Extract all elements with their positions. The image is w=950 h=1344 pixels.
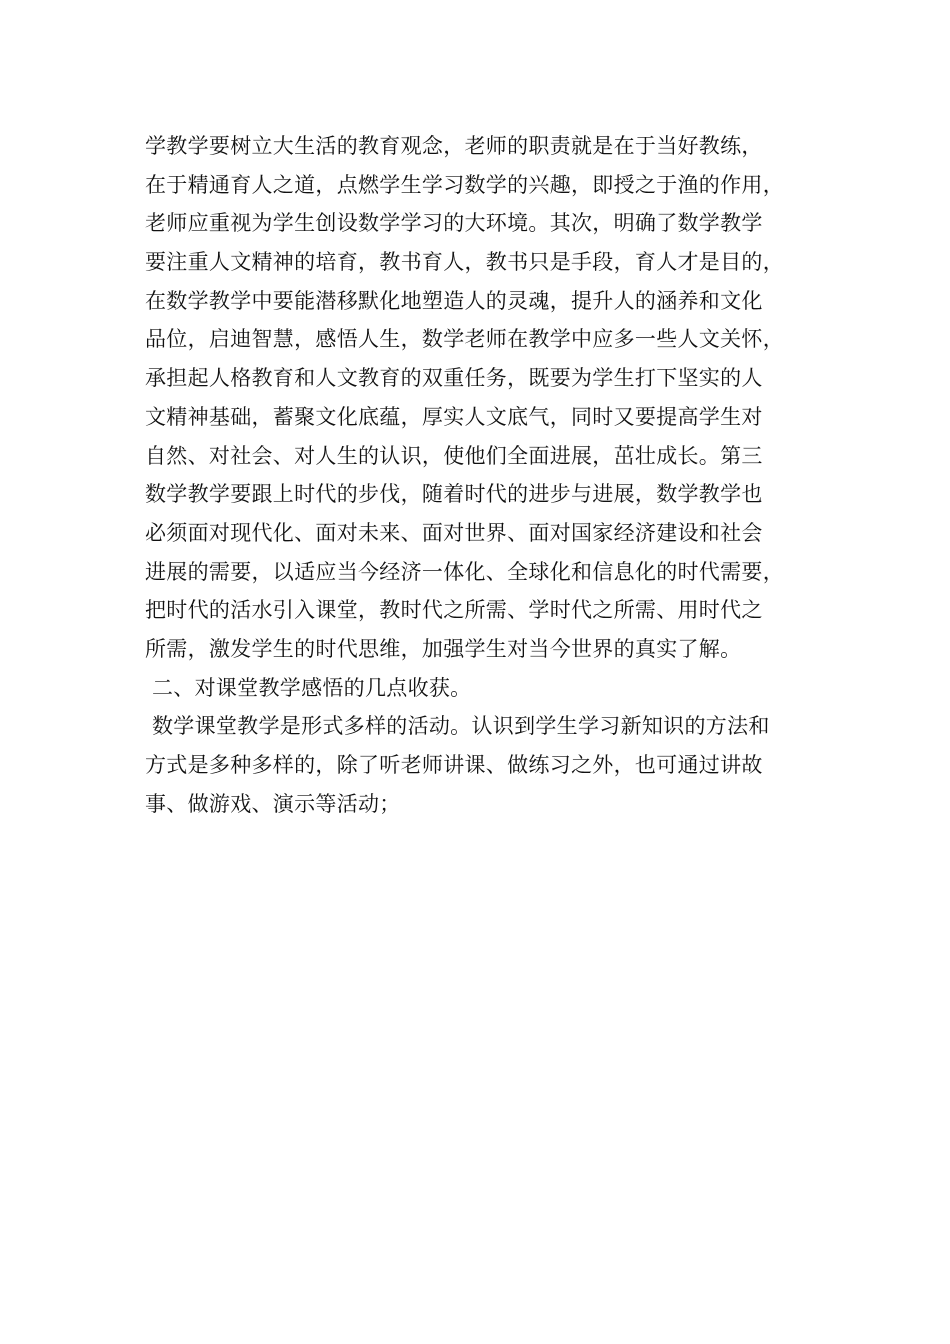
text-line: 必须面对现代化、面对未来、面对世界、面对国家经济建设和社会	[145, 520, 763, 545]
text-line: 要注重人文精神的培育，教书育人，教书只是手段，育人才是目的，	[145, 250, 784, 275]
text-line: 数学课堂教学是形式多样的活动。认识到学生学习新知识的方法和	[145, 714, 770, 739]
text-line: 事、做游戏、演示等活动；	[145, 791, 401, 816]
text-line: 方式是多种多样的，除了听老师讲课、做练习之外，也可通过讲故	[145, 753, 763, 777]
text-line: 自然、对社会、对人生的认识，使他们全面进展，茁壮成长。第三	[145, 443, 763, 468]
text-line: 学教学要树立大生活的教育观念，老师的职责就是在于当好教练，	[145, 134, 763, 158]
text-line: 在数学教学中要能潜移默化地塑造人的灵魂，提升人的涵养和文化	[145, 288, 763, 313]
text-line: 把时代的活水引入课堂，教时代之所需、学时代之所需、用时代之	[145, 598, 763, 623]
text-line: 品位，启迪智慧，感悟人生，数学老师在教学中应多一些人文关怀，	[145, 327, 784, 352]
text-line: 在于精通育人之道，点燃学生学习数学的兴趣，即授之于渔的作用，	[145, 172, 784, 197]
text-line: 所需，激发学生的时代思维，加强学生对当今世界的真实了解。	[145, 636, 742, 661]
body-text	[145, 127, 845, 823]
text-line: 数学教学要跟上时代的步伐，随着时代的进步与进展，数学教学也	[145, 482, 763, 507]
section-heading: 二、对课堂教学感悟的几点收获。	[145, 675, 472, 700]
text-line: 进展的需要，以适应当今经济一体化、全球化和信息化的时代需要，	[145, 559, 784, 584]
text-line: 文精神基础，蓄聚文化底蕴，厚实人文底气，同时又要提高学生对	[145, 404, 763, 429]
text-line: 承担起人格教育和人文教育的双重任务，既要为学生打下坚实的人	[145, 366, 763, 391]
text-line: 老师应重视为学生创设数学学习的大环境。其次，明确了数学教学	[145, 211, 763, 236]
